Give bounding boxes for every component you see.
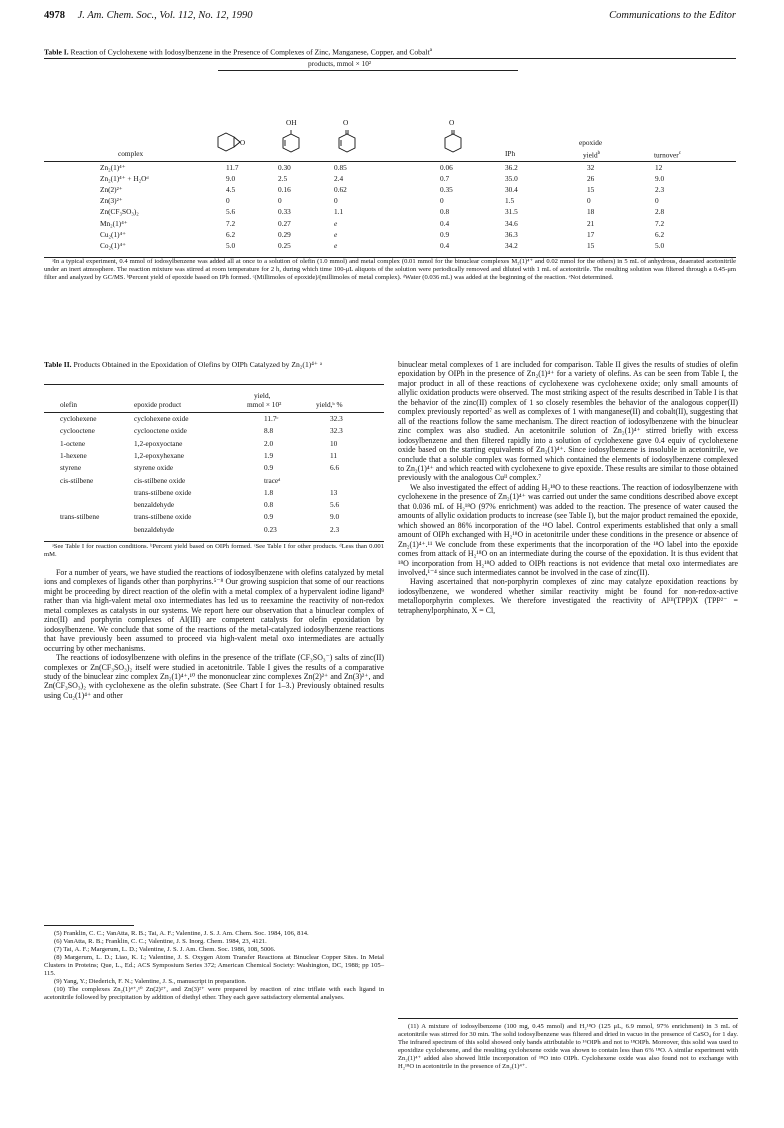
- table2-bottom-rule: [44, 541, 384, 542]
- section-title: Communications to the Editor: [609, 10, 736, 21]
- table1-value-cell: 26: [587, 174, 595, 184]
- table1-footnote: ᵃIn a typical experiment, 0.4 mmol of iodosylbenzene was added all at once to a solution of olefin (1.0 mmol) and metal complex (0.01 mmol for the binuclear complexes M₂(1)⁴⁺ and 0.02 mmol for the others) in 5 mL of anhydrous, deaerated acetonitrile under an inert atmosphere. The reaction mixture was stirred at room temperature for 2 h, during which time 100-μL aliquots of the solution were periodically removed and diluted with 1 mL of acetonitrile. The resulting solution was filtered through a 0.45-μm filter and analyzed by GC/MS. ᵇPercent yield of epoxide based on IPh formed. ᶜ(Millimoles of epoxide)/(millimoles of metal complex). ᵈWater (0.036 mL) was added at the beginning of the reaction. ᵉNot determined.: [44, 258, 736, 282]
- table2-value-cell: 0.9: [264, 463, 274, 473]
- table1-value-cell: 36.2: [505, 163, 518, 172]
- table1-value-cell: 0.4: [440, 218, 450, 228]
- table1-value-cell: e: [334, 218, 338, 228]
- table1-value-cell: 5.0: [655, 240, 665, 250]
- table2-col-yieldpct: yield,ᵇ %: [316, 400, 343, 409]
- struct-o-label-1: O: [343, 118, 349, 127]
- table2-product-cell: trans-stilbene oxide: [134, 512, 192, 522]
- table2-value-cell: 32.3: [330, 414, 343, 423]
- table1-header-rule: [44, 161, 736, 162]
- table2-value-cell: 11: [330, 450, 338, 460]
- table1-value-cell: 6.2: [226, 229, 236, 239]
- table1-value-cell: 2.4: [334, 174, 344, 184]
- table1-value-cell: 0.8: [440, 207, 450, 217]
- table1-complex-cell: Mn₂(1)⁴⁺: [100, 218, 128, 228]
- table2-value-cell: 0.9: [264, 512, 274, 522]
- table2-product-cell: 1,2-epoxyhexane: [134, 450, 185, 460]
- table1-value-cell: 31.5: [505, 207, 518, 217]
- journal-citation: J. Am. Chem. Soc., Vol. 112, No. 12, 1990: [77, 10, 253, 21]
- table1-col-yield: yield$^b$: [583, 150, 601, 160]
- table2-top-rule: [44, 384, 384, 385]
- table1-caption: Table I. Reaction of Cyclohexene with Iodosylbenzene in the Presence of Complexes of Zinc, Manganese, Copper, and Cobalt$^a$: [44, 47, 433, 57]
- table1-complex-cell: Zn(3)²⁺: [100, 196, 123, 206]
- table2-product-cell: benzaldehyde: [134, 500, 175, 510]
- table1-value-cell: 11.7: [226, 163, 239, 172]
- reference-9: (9) Yang, Y.; Diederich, F. N.; Valentine, J. S., manuscript in preparation.: [54, 977, 247, 985]
- table1-value-cell: 0.35: [440, 185, 453, 195]
- table2-product-cell: cyclooctene oxide: [134, 426, 187, 436]
- table1-value-cell: 35.0: [505, 174, 518, 184]
- table2-value-cell: 2.0: [264, 438, 274, 448]
- table1-value-cell: 0.16: [278, 185, 291, 195]
- table2-value-cell: 0.23: [264, 524, 277, 534]
- table2-value-cell: 9.0: [330, 512, 340, 522]
- table1-value-cell: 0.06: [440, 163, 453, 172]
- table2-product-cell: 1,2-epoxyoctane: [134, 438, 183, 448]
- table2-olefin-cell: trans-stilbene: [60, 512, 100, 522]
- left-references: [44, 930, 384, 1002]
- table2-olefin-cell: cyclohexene: [60, 414, 97, 423]
- page-number: 4978: [44, 10, 65, 21]
- table1-complex-cell: Zn(CF₃SO₃)₂: [100, 207, 139, 217]
- reference-10: (10) The complexes Zn₂(1)⁴⁺,¹⁰ Zn(2)²⁺, and Zn(3)²⁺ were prepared by reaction of zinc triflate with each ligand in acetonitrile followed by precipitation by addition of diethyl ether. They each gave satisfactory elemental analyses.: [44, 985, 384, 1001]
- table1-value-cell: 12: [655, 163, 663, 172]
- table1-spanner: products, mmol × 10²: [308, 59, 372, 68]
- table1-complex-cell: Zn₂(1)⁴⁺: [100, 163, 126, 172]
- table2-product-cell: cis-stilbene oxide: [134, 475, 186, 485]
- table1-value-cell: 32: [587, 163, 595, 172]
- table2-col-olefin: olefin: [60, 400, 78, 409]
- table1-complex-cell: Zn₂(1)⁴⁺ + H₂Oᵈ: [100, 174, 149, 184]
- table1-value-cell: 0: [587, 196, 591, 206]
- table1-complex-cell: Cu₂(1)⁴⁺: [100, 229, 126, 239]
- cyclohexenone-structure: [334, 130, 360, 156]
- table1-value-cell: e: [334, 240, 338, 250]
- table2-header-rule: [44, 412, 384, 413]
- cyclohexene-oxide-structure: [214, 130, 254, 156]
- left-body-text: [44, 568, 384, 700]
- table2-olefin-cell: cyclooctene: [60, 426, 95, 436]
- table1-value-cell: 0.7: [440, 174, 450, 184]
- table2-olefin-cell: 1-hexene: [60, 450, 87, 460]
- table2-col-product: epoxide product: [134, 400, 182, 409]
- table1-complex-cell: Co₂(1)⁴⁺: [100, 240, 126, 250]
- table1-value-cell: 0.33: [278, 207, 291, 217]
- table2-value-cell: 5.6: [330, 500, 340, 510]
- right-footnote-rule: [398, 1018, 738, 1019]
- table2-value-cell: 2.3: [330, 524, 340, 534]
- table2-value-cell: 11.7ᶜ: [264, 414, 279, 423]
- right-paragraph-2: We also investigated the effect of adding H₂¹⁸O to these reactions. The reaction of iodosylbenzene with cyclohexene in the presence of Zn₂(1)⁴⁺ was carried out under the same conditions described above except that 0.036 mL of H₂¹⁸O (97% enrichment) was added to the reaction. The presence of water caused the amounts of allylic oxidation products to increase (see Table I), but the major product remained the epoxide, which showed an 86% incorporation of the ¹⁸O label. Control experiments established that only a small amount of OIPh exchanged with H₂¹⁸O in acetonitrile under these conditions in the presence or absence of Zn₂(1)⁴⁺.¹¹ We conclude from these experiments that the incorporation of the ¹⁸O label into the epoxide comes from attack of H₂¹⁸O on an intermediate during the course of the epoxidation. It is thus evident that ¹⁸O incorporation from H₂¹⁸O added to OIPh reactions is not evidence that metal oxo intermediates are involved,¹⁻⁴ since such intermediates cannot be involved in the case of zinc(II).: [398, 482, 738, 577]
- right-paragraph-1: binuclear metal complexes of 1 are included for comparison. Table II gives the results of studies of olefin epoxidation by OIPh in the presence of Zn₂(1)⁴⁺ for a variety of olefins. As can be seen from Table I, the major product in all of these reactions of cyclohexene was cyclohexene oxide; only small amounts of allylic oxidation products were observed. The most striking aspect of the results described in Table I is that the behavior of the zinc(II) complex of 1 so closely resembles the behavior of the analogous copper(II) complex previously reported⁷ as well as complexes of 1 with manganese(II) and cobalt(II), suggesting that all of the reactions follow the same mechanism. The direct reaction of iodosylbenzene with the binuclear zinc complex was also studied. An acetonitrile solution of Zn₂(1)⁴⁺ stirred briefly with excess iodosylbenzene and then filtered rapidly into a solution of cyclohexene gave 0.4 equiv of cyclohexene oxide based on the starting equivalents of Zn₂(1)⁴⁺. Since iodosylbenzene is insoluble in acetonitrile, we conclude that a soluble complex was formed which contained the elements of iodosylbenzene complexed to Zn₂(1)⁴⁺ and which reacted with cyclohexene to give epoxide. These results are similar to those obtained previously with the analogous Cuᴵᴵ complex.⁷: [398, 360, 738, 483]
- table2-olefin-cell: 1-octene: [60, 438, 86, 448]
- reference-6: (6) VanAtta, R. B.; Franklin, C. C.; Valentine, J. S. Inorg. Chem. 1984, 23, 4121.: [54, 937, 267, 945]
- table1-value-cell: 6.2: [655, 229, 665, 239]
- table2-footnote: ᵃSee Table I for reaction conditions. ᵇPercent yield based on OIPh formed. ᶜSee Table I for other products. ᵈLess than 0.001 mM.: [44, 543, 384, 559]
- table2-product-cell: benzaldehyde: [134, 524, 175, 534]
- right-body-text: [398, 360, 738, 615]
- table2-value-cell: 6.6: [330, 463, 340, 473]
- table1-value-cell: 0.85: [334, 163, 347, 172]
- table1-value-cell: 1.5: [505, 196, 515, 206]
- table1-value-cell: 0.9: [440, 229, 450, 239]
- reference-5: (5) Franklin, C. C.; VanAtta, R. B.; Tai, A. F.; Valentine, J. S. J. Am. Chem. Soc. 1984, 106, 814.: [54, 930, 309, 937]
- table1-value-cell: 17: [587, 229, 595, 239]
- table1-value-cell: 30.4: [505, 185, 518, 195]
- table1-value-cell: 36.3: [505, 229, 518, 239]
- table1-value-cell: e: [334, 229, 338, 239]
- svg-text:O: O: [240, 139, 246, 147]
- table1-value-cell: 9.0: [655, 174, 665, 184]
- table1-col-turnover: turnover$^c$: [654, 150, 681, 160]
- table1-value-cell: 0: [655, 196, 659, 206]
- table2-col-yield-1: yield,: [254, 391, 271, 400]
- table1-value-cell: 0.27: [278, 218, 291, 228]
- left-footnote-rule: [44, 925, 134, 926]
- table1-value-cell: 15: [587, 240, 595, 250]
- table1-value-cell: 0: [278, 196, 282, 206]
- cyclohexenol-structure: [278, 130, 304, 156]
- table1-top-rule: [44, 58, 736, 59]
- table1-value-cell: 2.8: [655, 207, 665, 217]
- right-references: [398, 1023, 738, 1071]
- struct-oh-label: OH: [286, 118, 297, 127]
- left-paragraph-2: The reactions of iodosylbenzene with olefins in the presence of the triflate (CF₃SO₃⁻) salts of zinc(II) complexes or Zn(CF₃SO₃)₂ itself were studied in acetonitrile. Table I gives the results of a comparative study of the binuclear zinc complex Zn₂(1)⁴⁺,¹⁰ the mononuclear zinc complexes Zn(2)²⁺ and Zn(3)²⁺, and Zn(CF₃SO₃)₂ with cyclohexene as the olefin substrate. (See Chart I for 1–3.) Previously obtained results using Cu₂(1)⁴⁺ and other: [44, 653, 384, 700]
- table2-caption: Table II. Products Obtained in the Epoxidation of Olefins by OIPh Catalyzed by Zn₂(1)⁴⁺ ᵃ: [44, 360, 322, 369]
- table1-value-cell: 2.5: [278, 174, 288, 184]
- table1-value-cell: 1.1: [334, 207, 344, 217]
- table1-value-cell: 0.25: [278, 240, 291, 250]
- table1-value-cell: 18: [587, 207, 595, 217]
- table1-value-cell: 7.2: [226, 218, 236, 228]
- table2-value-cell: 8.8: [264, 426, 274, 436]
- table1-value-cell: 0.62: [334, 185, 347, 195]
- table1-col-epoxide: epoxide: [579, 138, 603, 147]
- table1-col-iph: IPh: [505, 149, 516, 158]
- table1-value-cell: 0: [440, 196, 444, 206]
- table1-value-cell: 7.2: [655, 218, 665, 228]
- table2-product-cell: cyclohexene oxide: [134, 414, 189, 423]
- cyclohexanone-structure: [440, 130, 466, 156]
- left-paragraph-1: For a number of years, we have studied the reactions of iodosylbenzene with olefins catalyzed by metal ions and complexes of ligands other than porphyrins.⁵⁻⁸ Our growing suspicion that some of our reactions might be proceeding by direct reaction of the olefin with a metal complex of a hypervalent iodine ligand⁹ rather than via high-valent metal oxo intermediates has led us to reexamine the reactivity of non-redox metal complexes as catalysts in our systems. We report here our observation that a binuclear complex of zinc(II) and porphyrin complexes of Al(III) are competent catalysts for olefin epoxidation by iodosylbenzene. We conclude that some of the reactions of the metal-catalyzed iodosylbenzene reactions that have previously been assumed to proceed via high-valent metal oxo intermediates are actually occurring by other mechanisms.: [44, 568, 384, 653]
- table1-value-cell: 0.30: [278, 163, 291, 172]
- table1-value-cell: 5.6: [226, 207, 236, 217]
- table2-olefin-cell: cis-stilbene: [60, 475, 94, 485]
- table1-col-complex: complex: [118, 149, 144, 158]
- reference-8: (8) Margerum, L. D.; Liao, K. I.; Valentine, J. S. Oxygen Atom Transfer Reactions at Binuclear Copper Sites. In Metal Clusters in Proteins; Que, L., Ed.; ACS Symposium Series 372; American Chemical Society: Washington, DC, 1988; pp 105–115.: [44, 953, 384, 977]
- table1-value-cell: 5.0: [226, 240, 236, 250]
- table2-value-cell: 0.8: [264, 500, 274, 510]
- table2-product-cell: trans-stilbene oxide: [134, 487, 192, 497]
- reference-11: (11) A mixture of iodosylbenzene (100 mg, 0.45 mmol) and H₂¹⁸O (125 μL, 6.9 mmol, 97% enrichment) in 3 mL of acetonitrile was stirred for 30 min. The solid iodosylbenzene was filtered and dried in vacuo in the presence of CaSO₄ for 1 day. The infrared spectrum of this solid showed only bands attributable to ¹⁶OIPh and not to ¹⁸OIPh. Moreover, this solid was used to epoxidize cyclohexene, and the resulting cyclohexene oxide was shown to contain less than 6% ¹⁸O. A similar experiment with Zn₂(1)⁴⁺ added also showed little incorporation of ¹⁸O into OIPh. Cyclohexene oxide was also found not to exchange with H₂¹⁸O in acetonitrile in the presence of Zn₂(1)⁴⁺.: [398, 1023, 738, 1070]
- table1-complex-cell: Zn(2)²⁺: [100, 185, 123, 195]
- table2-value-cell: traceᵈ: [264, 475, 281, 485]
- table1-value-cell: 9.0: [226, 174, 236, 184]
- table2-value-cell: 10: [330, 438, 338, 448]
- table1-value-cell: 34.2: [505, 240, 518, 250]
- struct-o-label-2: O: [449, 118, 455, 127]
- right-paragraph-3: Having ascertained that non-porphyrin complexes of zinc may catalyze epoxidation reactions by iodosylbenzene, we wondered whether similar reactivity might be found for non-redox-active metalloporphyrin complexes. We therefore investigated the reactivity of Alᴵᴵᴵ(TPP)X (TPP²⁻ = tetraphenylporphinato, X = Cl,: [398, 577, 738, 615]
- running-header: [44, 10, 736, 21]
- table1-value-cell: 0.4: [440, 240, 450, 250]
- table2-value-cell: 1.8: [264, 487, 274, 497]
- table1-value-cell: 0: [334, 196, 338, 206]
- table2-value-cell: 32.3: [330, 426, 343, 436]
- table1-value-cell: 0.29: [278, 229, 291, 239]
- table2-value-cell: 1.9: [264, 450, 274, 460]
- table2-value-cell: 13: [330, 487, 338, 497]
- reference-7: (7) Tai, A. F.; Margerum, L. D.; Valentine, J. S. J. Am. Chem. Soc. 1986, 108, 5006.: [54, 945, 276, 953]
- table1-value-cell: 34.6: [505, 218, 518, 228]
- table1-spanner-rule: [218, 70, 518, 71]
- table1-value-cell: 21: [587, 218, 595, 228]
- table2-product-cell: styrene oxide: [134, 463, 174, 473]
- table1-value-cell: 0: [226, 196, 230, 206]
- table1-value-cell: 4.5: [226, 185, 236, 195]
- table2-col-yield-2: mmol × 10²: [247, 400, 282, 409]
- table1-value-cell: 2.3: [655, 185, 665, 195]
- table2-olefin-cell: styrene: [60, 463, 82, 473]
- table1-value-cell: 15: [587, 185, 595, 195]
